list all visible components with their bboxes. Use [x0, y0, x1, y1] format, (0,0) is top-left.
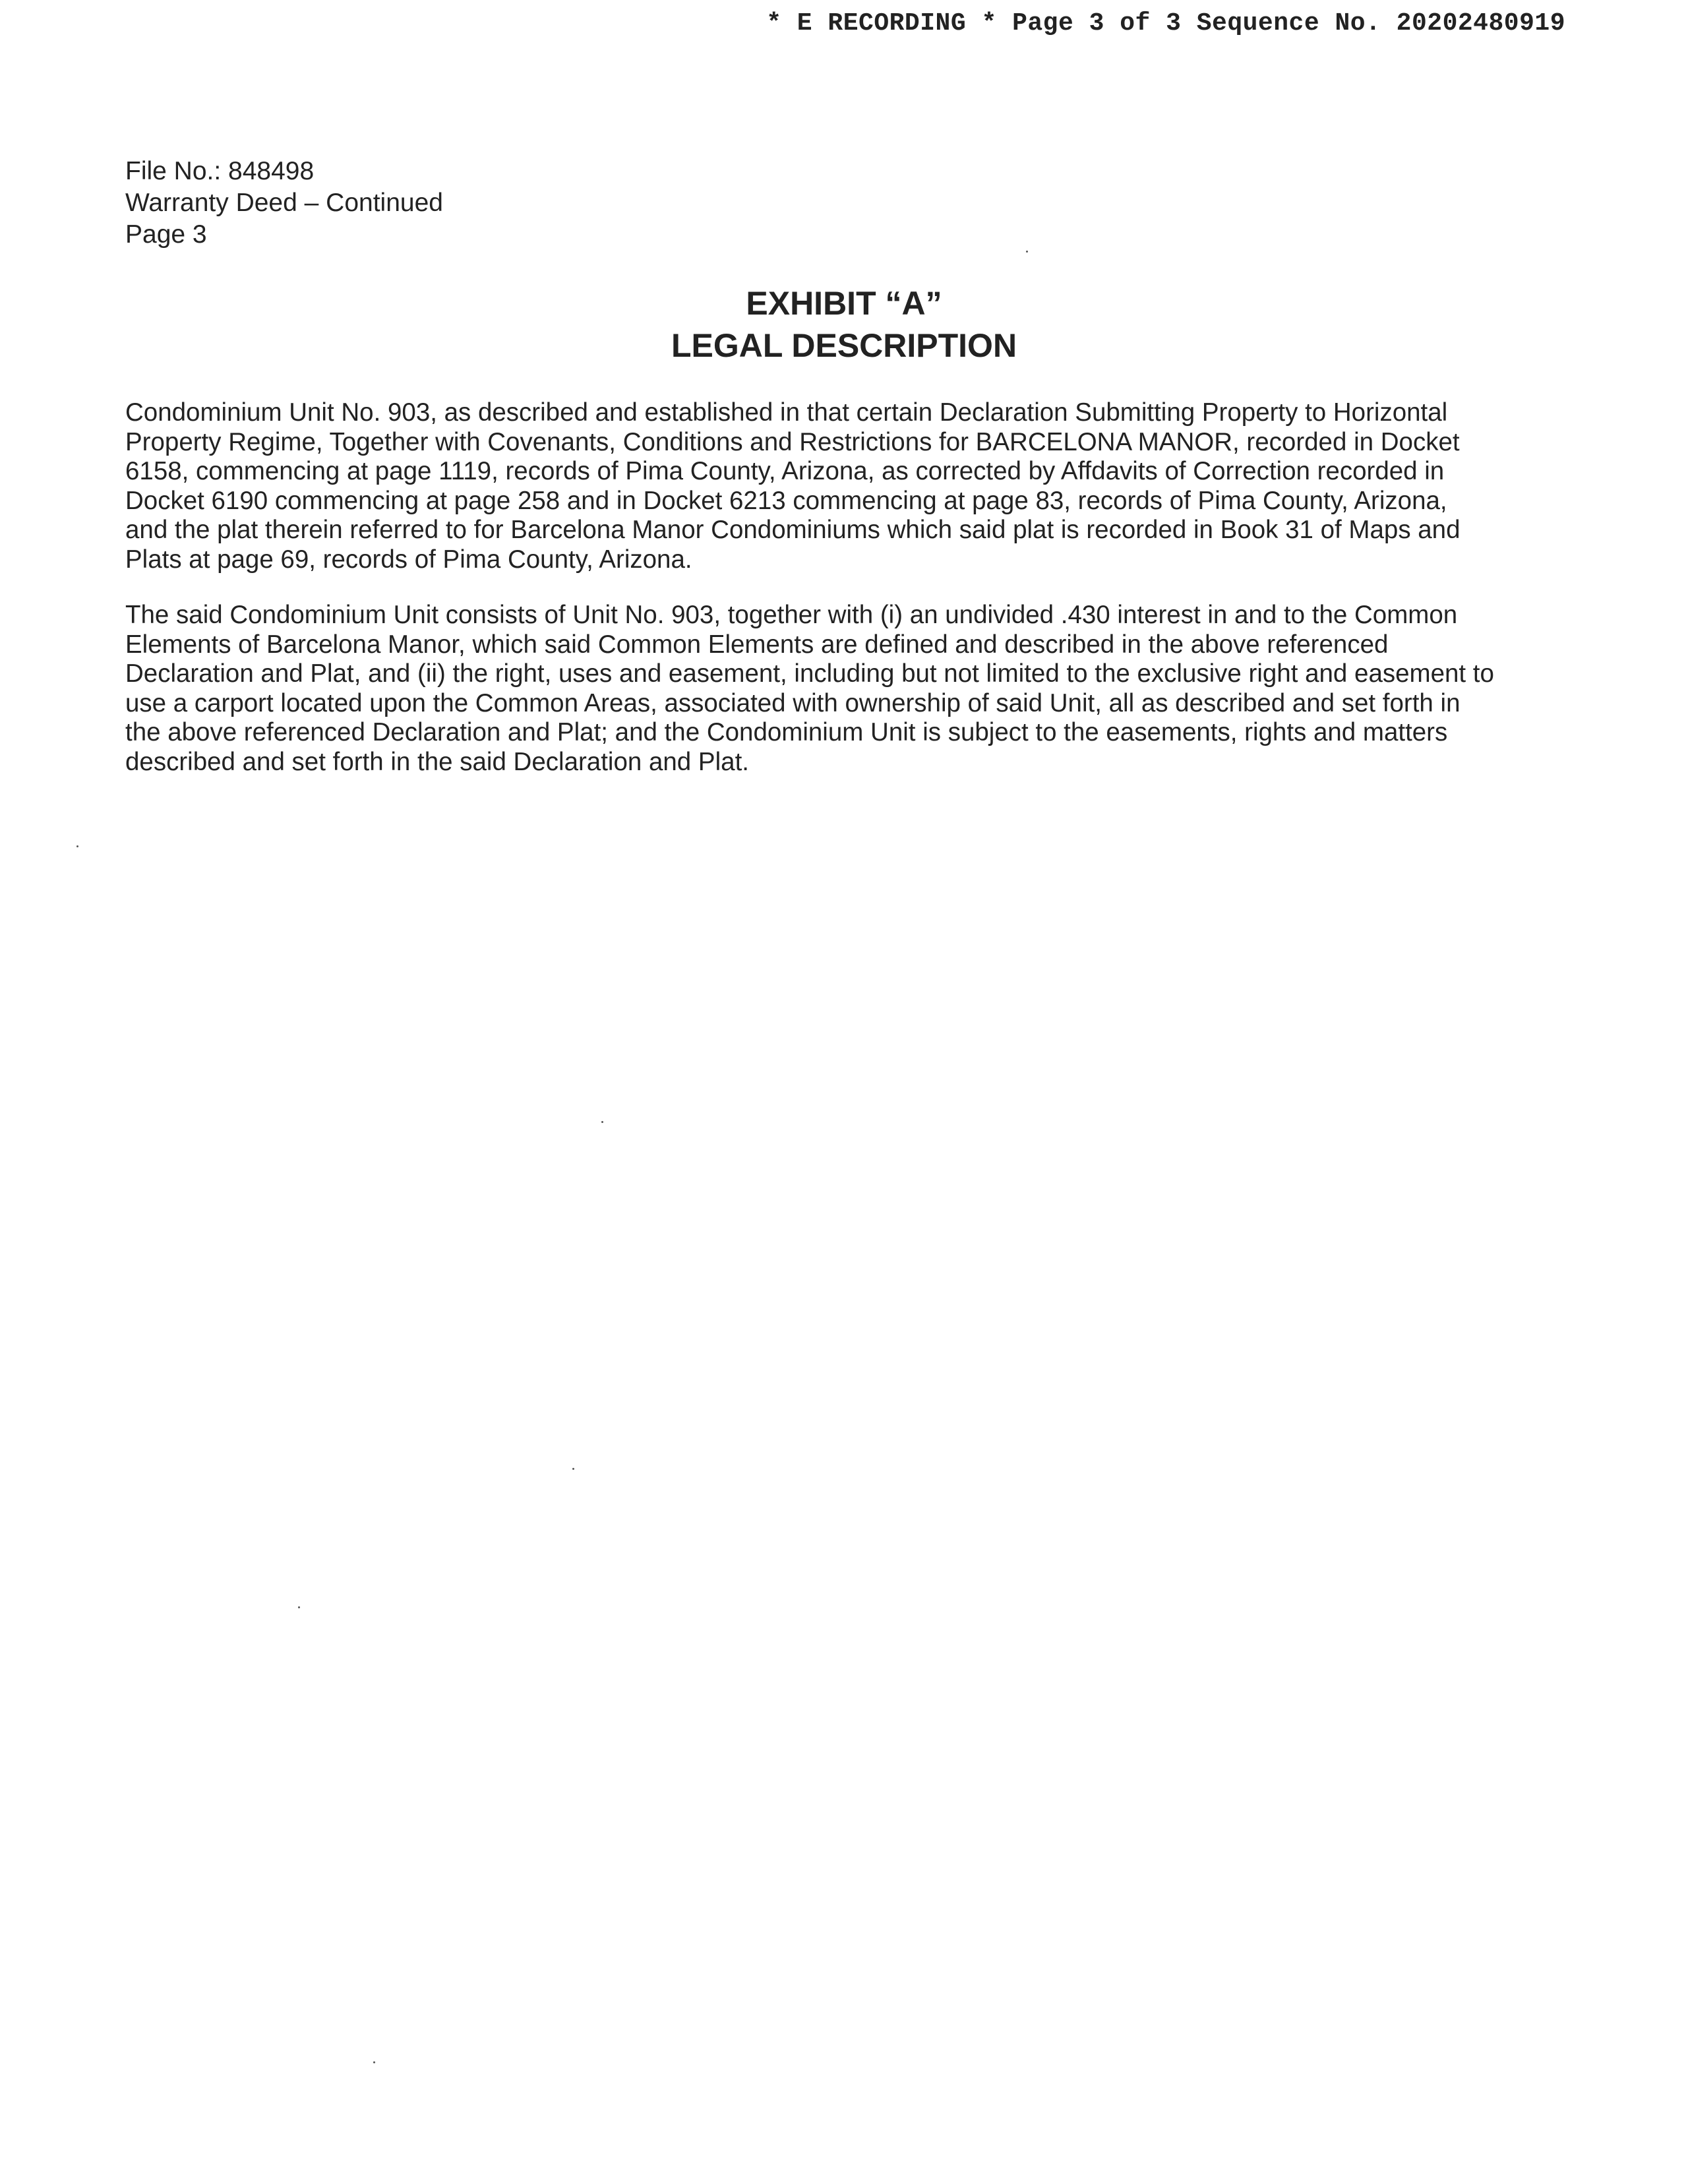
- legal-description-body: [125, 398, 1569, 803]
- legal-description-paragraph-2: The said Condominium Unit consists of Unit No. 903, together with (i) an undivided .430 interest in and to the Common Elements of Barcelona Manor, which said Common Elements are defined and described in the above referenced Declaration and Plat, and (ii) the right, uses and easement, including but not limited to the exclusive right and easement to use a carport located upon the Common Areas, associated with ownership of said Unit, all as described and set forth in the above referenced Declaration and Plat; and the Condominium Unit is subject to the easements, rights and matters described and set forth in the said Declaration and Plat.: [125, 601, 1494, 776]
- scan-speck: [572, 1468, 574, 1470]
- file-info-block: [125, 156, 443, 251]
- exhibit-title: EXHIBIT “A”: [746, 285, 942, 322]
- legal-description-paragraph-1: Condominium Unit No. 903, as described and established in that certain Declaration Submitting Property to Horizontal Property Regime, Together with Covenants, Conditions and Restrictions for BARCELONA MANOR, recorded in Docket 6158, commencing at page 1119, records of Pima County, Arizona, as corrected by Affdavits of Correction recorded in Docket 6190 commencing at page 258 and in Docket 6213 commencing at page 83, records of Pima County, Arizona, and the plat therein referred to for Barcelona Manor Condominiums which said plat is recorded in Book 31 of Maps and Plats at page 69, records of Pima County, Arizona.: [125, 398, 1461, 574]
- file-number: File No.: 848498: [125, 157, 315, 185]
- page-number: Page 3: [125, 220, 207, 249]
- recording-header: * E RECORDING * Page 3 of 3 Sequence No. 20202480919: [766, 9, 1565, 38]
- scan-speck: [298, 1606, 300, 1608]
- scan-speck: [601, 1121, 603, 1123]
- document-type: Warranty Deed – Continued: [125, 189, 443, 217]
- scan-speck: [76, 845, 78, 847]
- exhibit-subtitle: LEGAL DESCRIPTION: [671, 327, 1017, 364]
- scan-speck: [1026, 251, 1028, 253]
- scan-speck: [373, 2061, 375, 2063]
- exhibit-heading: [0, 282, 1688, 367]
